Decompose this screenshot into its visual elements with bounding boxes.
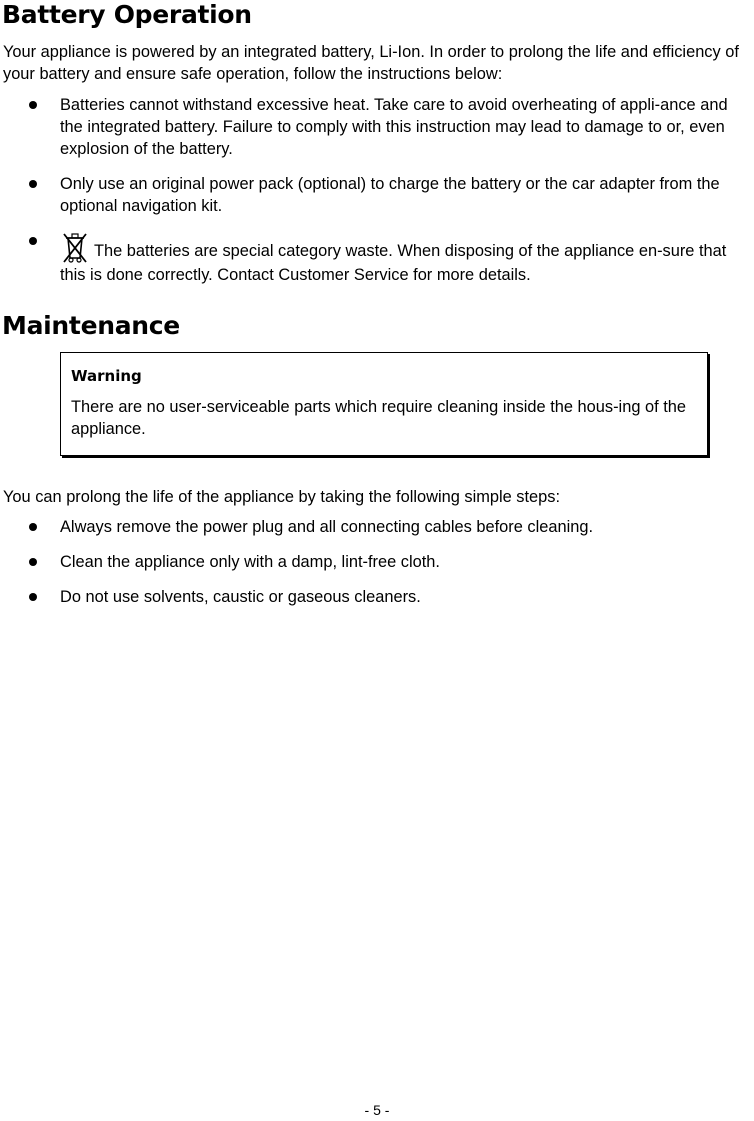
bullet-dot-icon xyxy=(29,101,37,109)
list-item xyxy=(0,551,754,573)
warning-box xyxy=(60,352,708,456)
list-item-text: The batteries are special category waste. When disposing of the appliance en-sure that this is done correctly. Contact Customer Service for more details. xyxy=(60,242,727,284)
list-item-text: Always remove the power plug and all connecting cables before cleaning. xyxy=(60,518,594,536)
battery-operation-heading: Battery Operation xyxy=(2,0,252,29)
list-item-text: Batteries cannot withstand excessive heat. Take care to avoid overheating of appli-ance and the integrated battery. Failure to comply with this instruction may lead to damage to or, even explosion of the battery. xyxy=(60,96,728,158)
bullet-dot-icon xyxy=(29,180,37,188)
battery-instructions-list xyxy=(0,94,754,299)
maintenance-intro-paragraph: You can prolong the life of the appliance by taking the following simple steps: xyxy=(3,488,561,506)
list-item-text: Clean the appliance only with a damp, lint-free cloth. xyxy=(60,553,440,571)
bullet-dot-icon xyxy=(29,558,37,566)
list-item-text: Do not use solvents, caustic or gaseous cleaners. xyxy=(60,588,421,606)
warning-title: Warning xyxy=(71,367,142,385)
maintenance-heading: Maintenance xyxy=(2,311,180,340)
list-item xyxy=(0,173,754,217)
list-item xyxy=(0,516,754,538)
list-item xyxy=(0,230,754,286)
list-item xyxy=(0,586,754,608)
crossed-out-wheelie-bin-icon xyxy=(60,230,90,264)
bullet-dot-icon xyxy=(29,593,37,601)
battery-intro-paragraph: Your appliance is powered by an integrated battery, Li-Ion. In order to prolong the life and efficiency of your battery and ensure safe operation, follow the instructions below: xyxy=(3,43,739,83)
list-item xyxy=(0,94,754,160)
bullet-dot-icon xyxy=(29,523,37,531)
page-number: - 5 - xyxy=(364,1102,390,1118)
warning-text: There are no user-serviceable parts which require cleaning inside the hous-ing of the appliance. xyxy=(71,398,686,438)
list-item-text: Only use an original power pack (optional) to charge the battery or the car adapter from the optional navigation kit. xyxy=(60,175,720,215)
maintenance-steps-list xyxy=(0,516,754,621)
bullet-dot-icon xyxy=(29,237,37,245)
